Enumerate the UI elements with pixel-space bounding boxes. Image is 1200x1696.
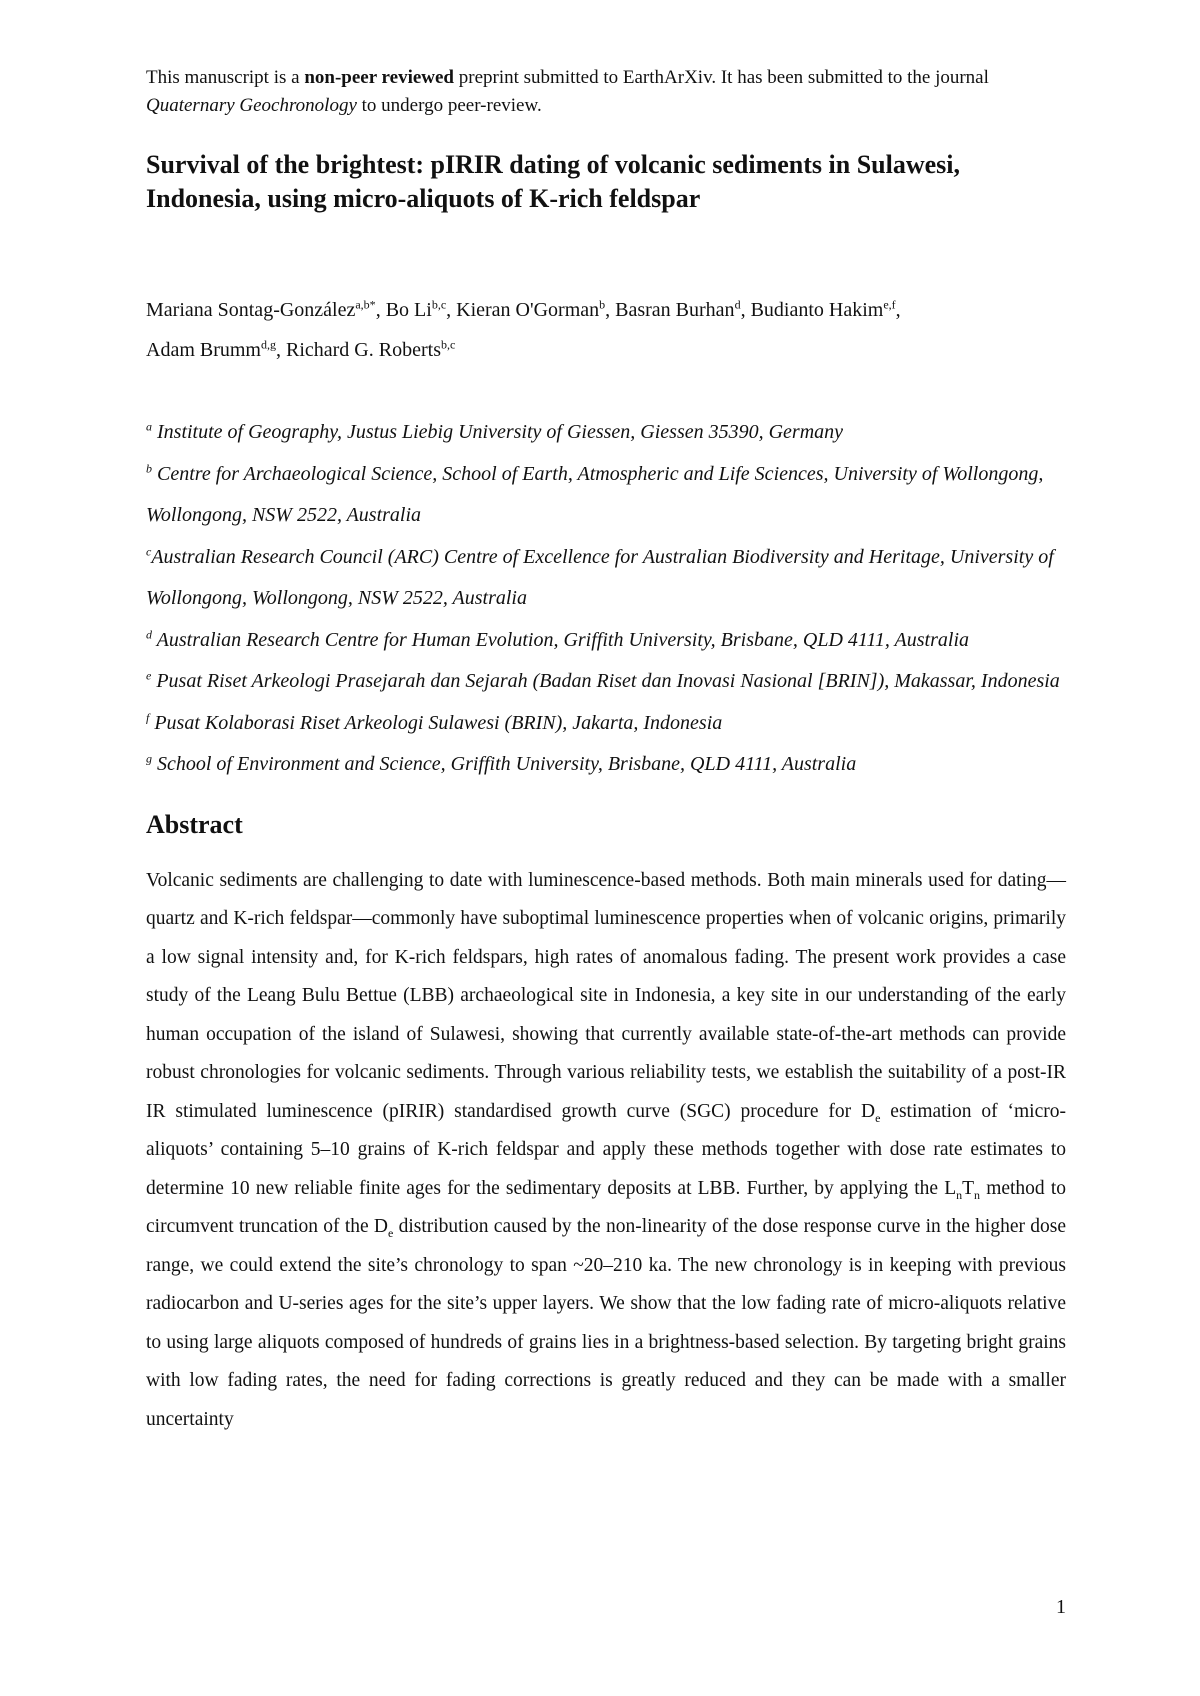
affiliation-text: Institute of Geography, Justus Liebig University of Giessen, Giessen 35390, Germany [152, 421, 844, 443]
affiliation-text: Australian Research Council (ARC) Centre of Excellence for Australian Biodiversity and Heritage, University of Wollongong, Wollongong, NSW 2522, Australia [146, 545, 1054, 609]
paper-title: Survival of the brightest: pIRIR dating of volcanic sediments in Sulawesi, Indonesia, using micro-aliquots of K-rich feldspar [146, 150, 960, 213]
affiliation-f [146, 703, 1066, 745]
author-separator: , [446, 299, 457, 321]
author-affiliation-mark: b,c [440, 337, 456, 352]
abstract-text [146, 862, 1066, 1440]
affiliation-mark: c [146, 543, 152, 558]
affiliation-mark: b [146, 460, 152, 475]
author-name: Budianto Hakim [750, 299, 884, 321]
abstract-part: Volcanic sediments are challenging to date with luminescence-based methods. Both main minerals used for dating—quartz and K-rich feldspar—commonly have suboptimal luminescence properties when of volcanic origins, primarily a low signal intensity and, for K-rich feldspars, high rates of anomalous fading. The present work provides a case study of the Leang Bulu Bettue (LBB) archaeological site in Indonesia, a key site in our understanding of the early human occupation of the island of Sulawesi, showing that currently available state-of-the-art methods can provide robust chronologies for volcanic sediments. Through various reliability tests, we establish the suitability of a post-IR IR stimulated luminescence (pIRIR) standardised growth curve (SGC) procedure for D [146, 869, 1066, 1122]
affiliation-g [146, 744, 1066, 786]
affiliation-e [146, 661, 1066, 703]
affiliation-d [146, 620, 1066, 662]
author-affiliation-mark: e,f [883, 297, 896, 312]
abstract-subscript: n [974, 1187, 981, 1202]
author-list [146, 290, 1066, 370]
author-name: Richard G. Roberts [286, 339, 441, 361]
affiliation-list [146, 412, 1066, 786]
author-affiliation-mark: b [599, 297, 606, 312]
affiliation-text: Centre for Archaeological Science, School of Earth, Atmospheric and Life Sciences, University of Wollongong, Wollongong, NSW 2522, Australia [146, 462, 1044, 526]
affiliation-text: School of Environment and Science, Griffith University, Brisbane, QLD 4111, Australia [152, 753, 857, 775]
author-name: Adam Brumm [146, 339, 261, 361]
affiliation-mark: f [146, 709, 150, 724]
affiliation-c [146, 537, 1066, 620]
author-separator: , [605, 299, 616, 321]
abstract-subscript: e [388, 1225, 394, 1240]
author-affiliation-mark: b,c [431, 297, 447, 312]
affiliation-mark: g [146, 751, 152, 766]
notice-suffix: to undergo peer-review. [356, 95, 542, 116]
abstract-part: T [962, 1177, 975, 1199]
affiliation-text: Australian Research Centre for Human Evolution, Griffith University, Brisbane, QLD 4111, Australia [152, 628, 970, 651]
author-separator: , [740, 299, 751, 321]
author-name: Bo Li [385, 299, 432, 321]
affiliation-mark: e [146, 668, 152, 683]
affiliation-mark: d [146, 626, 152, 641]
author-affiliation-mark: d,g [261, 337, 276, 352]
journal-name: Quaternary Geochronology [146, 95, 357, 116]
notice-prefix: This manuscript is a [146, 67, 305, 88]
author-affiliation-mark: d [734, 297, 741, 312]
author-name: Kieran O'Gorman [456, 299, 600, 321]
manuscript-page [146, 64, 1066, 1439]
abstract-part: estimation of ‘micro-aliquots’ containing 5–10 grains of K-rich feldspar and apply these methods together with dose rate estimates to determine 10 new reliable finite ages for the sedimentary deposits at LBB. Further, by applying the L [146, 1100, 1066, 1199]
abstract-part: method to circumvent truncation of the D [146, 1177, 1066, 1237]
author-name: Basran Burhan [615, 299, 735, 321]
page-number: 1 [1056, 1596, 1066, 1618]
author-separator: , [895, 299, 901, 321]
affiliation-mark: a [146, 419, 152, 434]
author-separator: , [375, 299, 386, 321]
affiliation-text: Pusat Riset Arkeologi Prasejarah dan Sejarah (Badan Riset dan Inovasi Nasional [BRIN]), Makassar, Indonesia [151, 670, 1060, 692]
affiliation-a [146, 412, 1066, 454]
author-separator: , [276, 339, 286, 361]
abstract-subscript: n [956, 1187, 963, 1202]
affiliation-b [146, 454, 1066, 537]
author-affiliation-mark: a,b* [355, 297, 376, 312]
abstract-heading: Abstract [146, 809, 243, 839]
author-name: Mariana Sontag-González [146, 299, 356, 321]
abstract-part: distribution caused by the non-linearity of the dose response curve in the higher dose range, we could extend the site’s chronology to span ~20–210 ka. The new chronology is in keeping with previous radiocarbon and U-series ages for the site’s upper layers. We show that the low fading rate of micro-aliquots relative to using large aliquots composed of hundreds of grains lies in a brightness-based selection. By targeting bright grains with low fading rates, the need for fading corrections is greatly reduced and they can be made with a smaller uncertainty [146, 1216, 1066, 1430]
notice-middle: preprint submitted to EarthArXiv. It has been submitted to the journal [454, 67, 989, 88]
affiliation-text: Pusat Kolaborasi Riset Arkeologi Sulawesi (BRIN), Jakarta, Indonesia [149, 711, 723, 734]
preprint-notice [146, 64, 1066, 120]
abstract-subscript: e [875, 1110, 881, 1125]
notice-bold: non-peer reviewed [304, 67, 455, 88]
